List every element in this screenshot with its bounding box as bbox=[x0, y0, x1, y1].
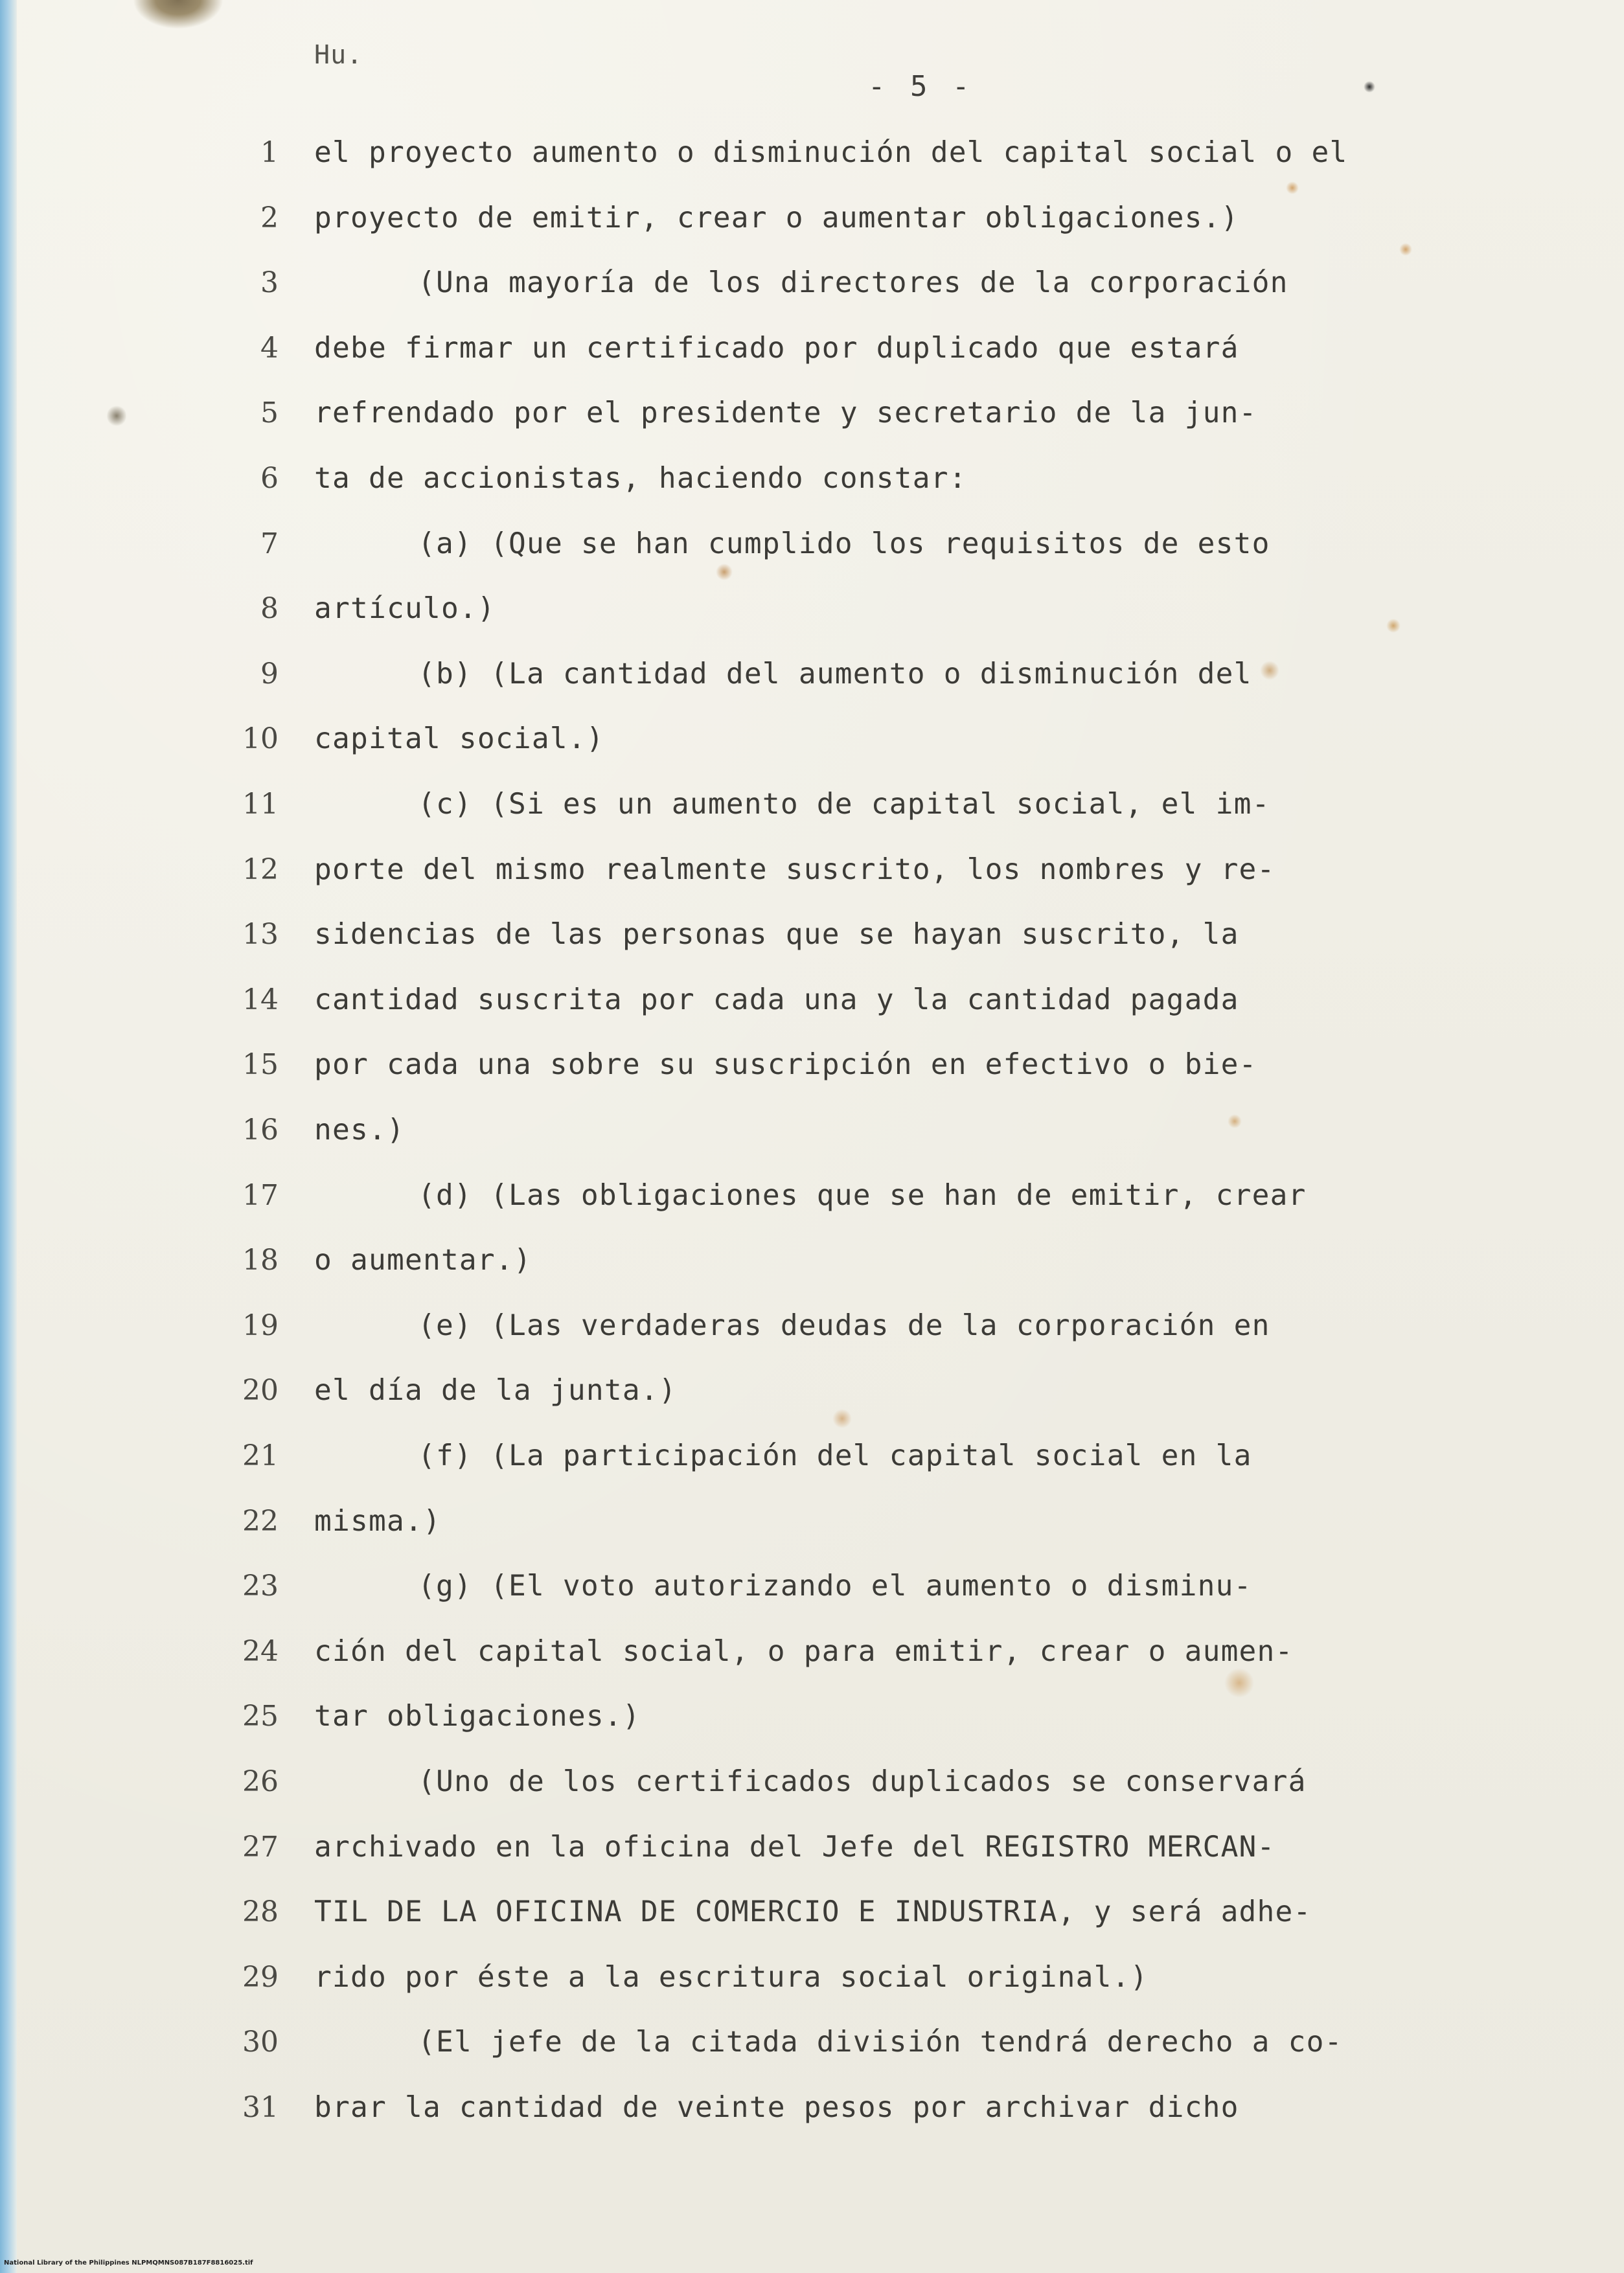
line-number: 27 bbox=[242, 1830, 279, 1864]
line-text: brar la cantidad de veinte pesos por archivar dicho bbox=[314, 2091, 1239, 2124]
line-number: 14 bbox=[242, 983, 279, 1016]
text-line bbox=[0, 2091, 1624, 2136]
text-line bbox=[0, 1635, 1624, 1680]
text-line bbox=[0, 657, 1624, 703]
line-number: 12 bbox=[242, 852, 279, 886]
line-number: 15 bbox=[242, 1048, 279, 1082]
text-line bbox=[0, 1048, 1624, 1093]
line-text: archivado en la oficina del Jefe del REGISTRO MERCAN- bbox=[314, 1830, 1275, 1864]
text-line bbox=[0, 1179, 1624, 1224]
line-text: el día de la junta.) bbox=[314, 1374, 677, 1408]
line-number: 3 bbox=[260, 266, 279, 300]
text-line bbox=[0, 1114, 1624, 1159]
text-line bbox=[0, 266, 1624, 312]
line-number: 17 bbox=[242, 1178, 279, 1212]
text-line bbox=[0, 396, 1624, 442]
line-text: sidencias de las personas que se hayan suscrito, la bbox=[314, 918, 1239, 952]
text-line bbox=[0, 1765, 1624, 1810]
line-text: (e) (Las verdaderas deudas de la corporación en bbox=[418, 1308, 1270, 1342]
text-line bbox=[0, 1961, 1624, 2006]
line-number: 28 bbox=[242, 1895, 279, 1929]
line-number: 10 bbox=[242, 722, 279, 756]
text-line bbox=[0, 462, 1624, 507]
line-text: debe firmar un certificado por duplicado que estará bbox=[314, 331, 1239, 365]
line-text: TIL DE LA OFICINA DE COMERCIO E INDUSTRIA, y será adhe- bbox=[314, 1895, 1312, 1929]
stain bbox=[1364, 81, 1375, 93]
text-line bbox=[0, 1309, 1624, 1354]
line-text: ción del capital social, o para emitir, crear o aumen- bbox=[314, 1634, 1294, 1668]
text-line bbox=[0, 1505, 1624, 1550]
line-text: ta de accionistas, haciendo constar: bbox=[314, 462, 967, 495]
line-text: proyecto de emitir, crear o aumentar obligaciones.) bbox=[314, 201, 1239, 234]
line-text: porte del mismo realmente suscrito, los nombres y re- bbox=[314, 852, 1275, 886]
text-line bbox=[0, 1570, 1624, 1615]
text-line bbox=[0, 788, 1624, 833]
text-line bbox=[0, 918, 1624, 963]
text-line bbox=[0, 1895, 1624, 1941]
line-number: 9 bbox=[260, 657, 279, 691]
line-number: 25 bbox=[242, 1700, 279, 1733]
line-number: 2 bbox=[260, 201, 279, 234]
text-line bbox=[0, 136, 1624, 181]
line-number: 29 bbox=[242, 1960, 279, 1994]
scan-footer: National Library of the Philippines NLPMQMNS087B187F8816025.tif bbox=[4, 2259, 253, 2267]
line-text: capital social.) bbox=[314, 722, 604, 756]
line-number: 31 bbox=[242, 2091, 279, 2124]
line-number: 30 bbox=[242, 2026, 279, 2059]
line-text: (Una mayoría de los directores de la corporación bbox=[418, 266, 1288, 300]
line-number: 26 bbox=[242, 1765, 279, 1798]
line-text: tar obligaciones.) bbox=[314, 1700, 641, 1733]
line-number: 18 bbox=[242, 1244, 279, 1277]
torn-corner bbox=[133, 0, 223, 29]
line-number: 5 bbox=[260, 396, 279, 430]
line-number: 8 bbox=[260, 592, 279, 626]
line-number: 24 bbox=[242, 1634, 279, 1668]
typist-initials: Hu. bbox=[314, 40, 363, 70]
line-number: 6 bbox=[260, 462, 279, 495]
line-number: 22 bbox=[242, 1504, 279, 1538]
line-number: 11 bbox=[242, 788, 279, 821]
text-line bbox=[0, 983, 1624, 1029]
line-text: rido por éste a la escritura social original.) bbox=[314, 1960, 1149, 1994]
line-number: 20 bbox=[242, 1374, 279, 1408]
text-line bbox=[0, 332, 1624, 377]
text-line bbox=[0, 1700, 1624, 1745]
page-number: - 5 - bbox=[868, 70, 974, 103]
line-text: (f) (La participación del capital social en la bbox=[418, 1439, 1252, 1472]
line-number: 21 bbox=[242, 1439, 279, 1472]
stain bbox=[1286, 181, 1299, 194]
line-text: (d) (Las obligaciones que se han de emitir, crear bbox=[418, 1178, 1307, 1212]
line-text: (b) (La cantidad del aumento o disminución del bbox=[418, 657, 1252, 691]
line-number: 16 bbox=[242, 1114, 279, 1147]
line-text: artículo.) bbox=[314, 592, 496, 626]
line-text: o aumentar.) bbox=[314, 1244, 532, 1277]
line-text: (a) (Que se han cumplido los requisitos de esto bbox=[418, 527, 1270, 560]
text-line bbox=[0, 722, 1624, 768]
line-text: (c) (Si es un aumento de capital social, el im- bbox=[418, 788, 1270, 821]
line-text: (g) (El voto autorizando el aumento o disminu- bbox=[418, 1570, 1252, 1603]
line-text: el proyecto aumento o disminución del capital social o el bbox=[314, 136, 1348, 169]
line-text: (El jefe de la citada división tendrá derecho a co- bbox=[418, 2026, 1343, 2059]
line-text: (Uno de los certificados duplicados se conservará bbox=[418, 1765, 1307, 1798]
line-text: refrendado por el presidente y secretario de la jun- bbox=[314, 396, 1257, 430]
line-text: por cada una sobre su suscripción en efectivo o bie- bbox=[314, 1048, 1257, 1082]
line-text: misma.) bbox=[314, 1504, 441, 1538]
text-line bbox=[0, 1831, 1624, 1876]
line-number: 7 bbox=[260, 527, 279, 560]
line-text: nes.) bbox=[314, 1114, 405, 1147]
line-number: 19 bbox=[242, 1308, 279, 1342]
text-line bbox=[0, 1374, 1624, 1419]
line-number: 1 bbox=[260, 136, 279, 169]
text-line bbox=[0, 1439, 1624, 1485]
text-line bbox=[0, 853, 1624, 898]
text-line bbox=[0, 592, 1624, 637]
line-number: 23 bbox=[242, 1570, 279, 1603]
line-number: 4 bbox=[260, 331, 279, 365]
text-line bbox=[0, 2026, 1624, 2071]
line-text: cantidad suscrita por cada una y la cantidad pagada bbox=[314, 983, 1239, 1016]
line-number: 13 bbox=[242, 918, 279, 952]
text-line bbox=[0, 527, 1624, 573]
text-line bbox=[0, 1244, 1624, 1289]
text-line bbox=[0, 201, 1624, 247]
